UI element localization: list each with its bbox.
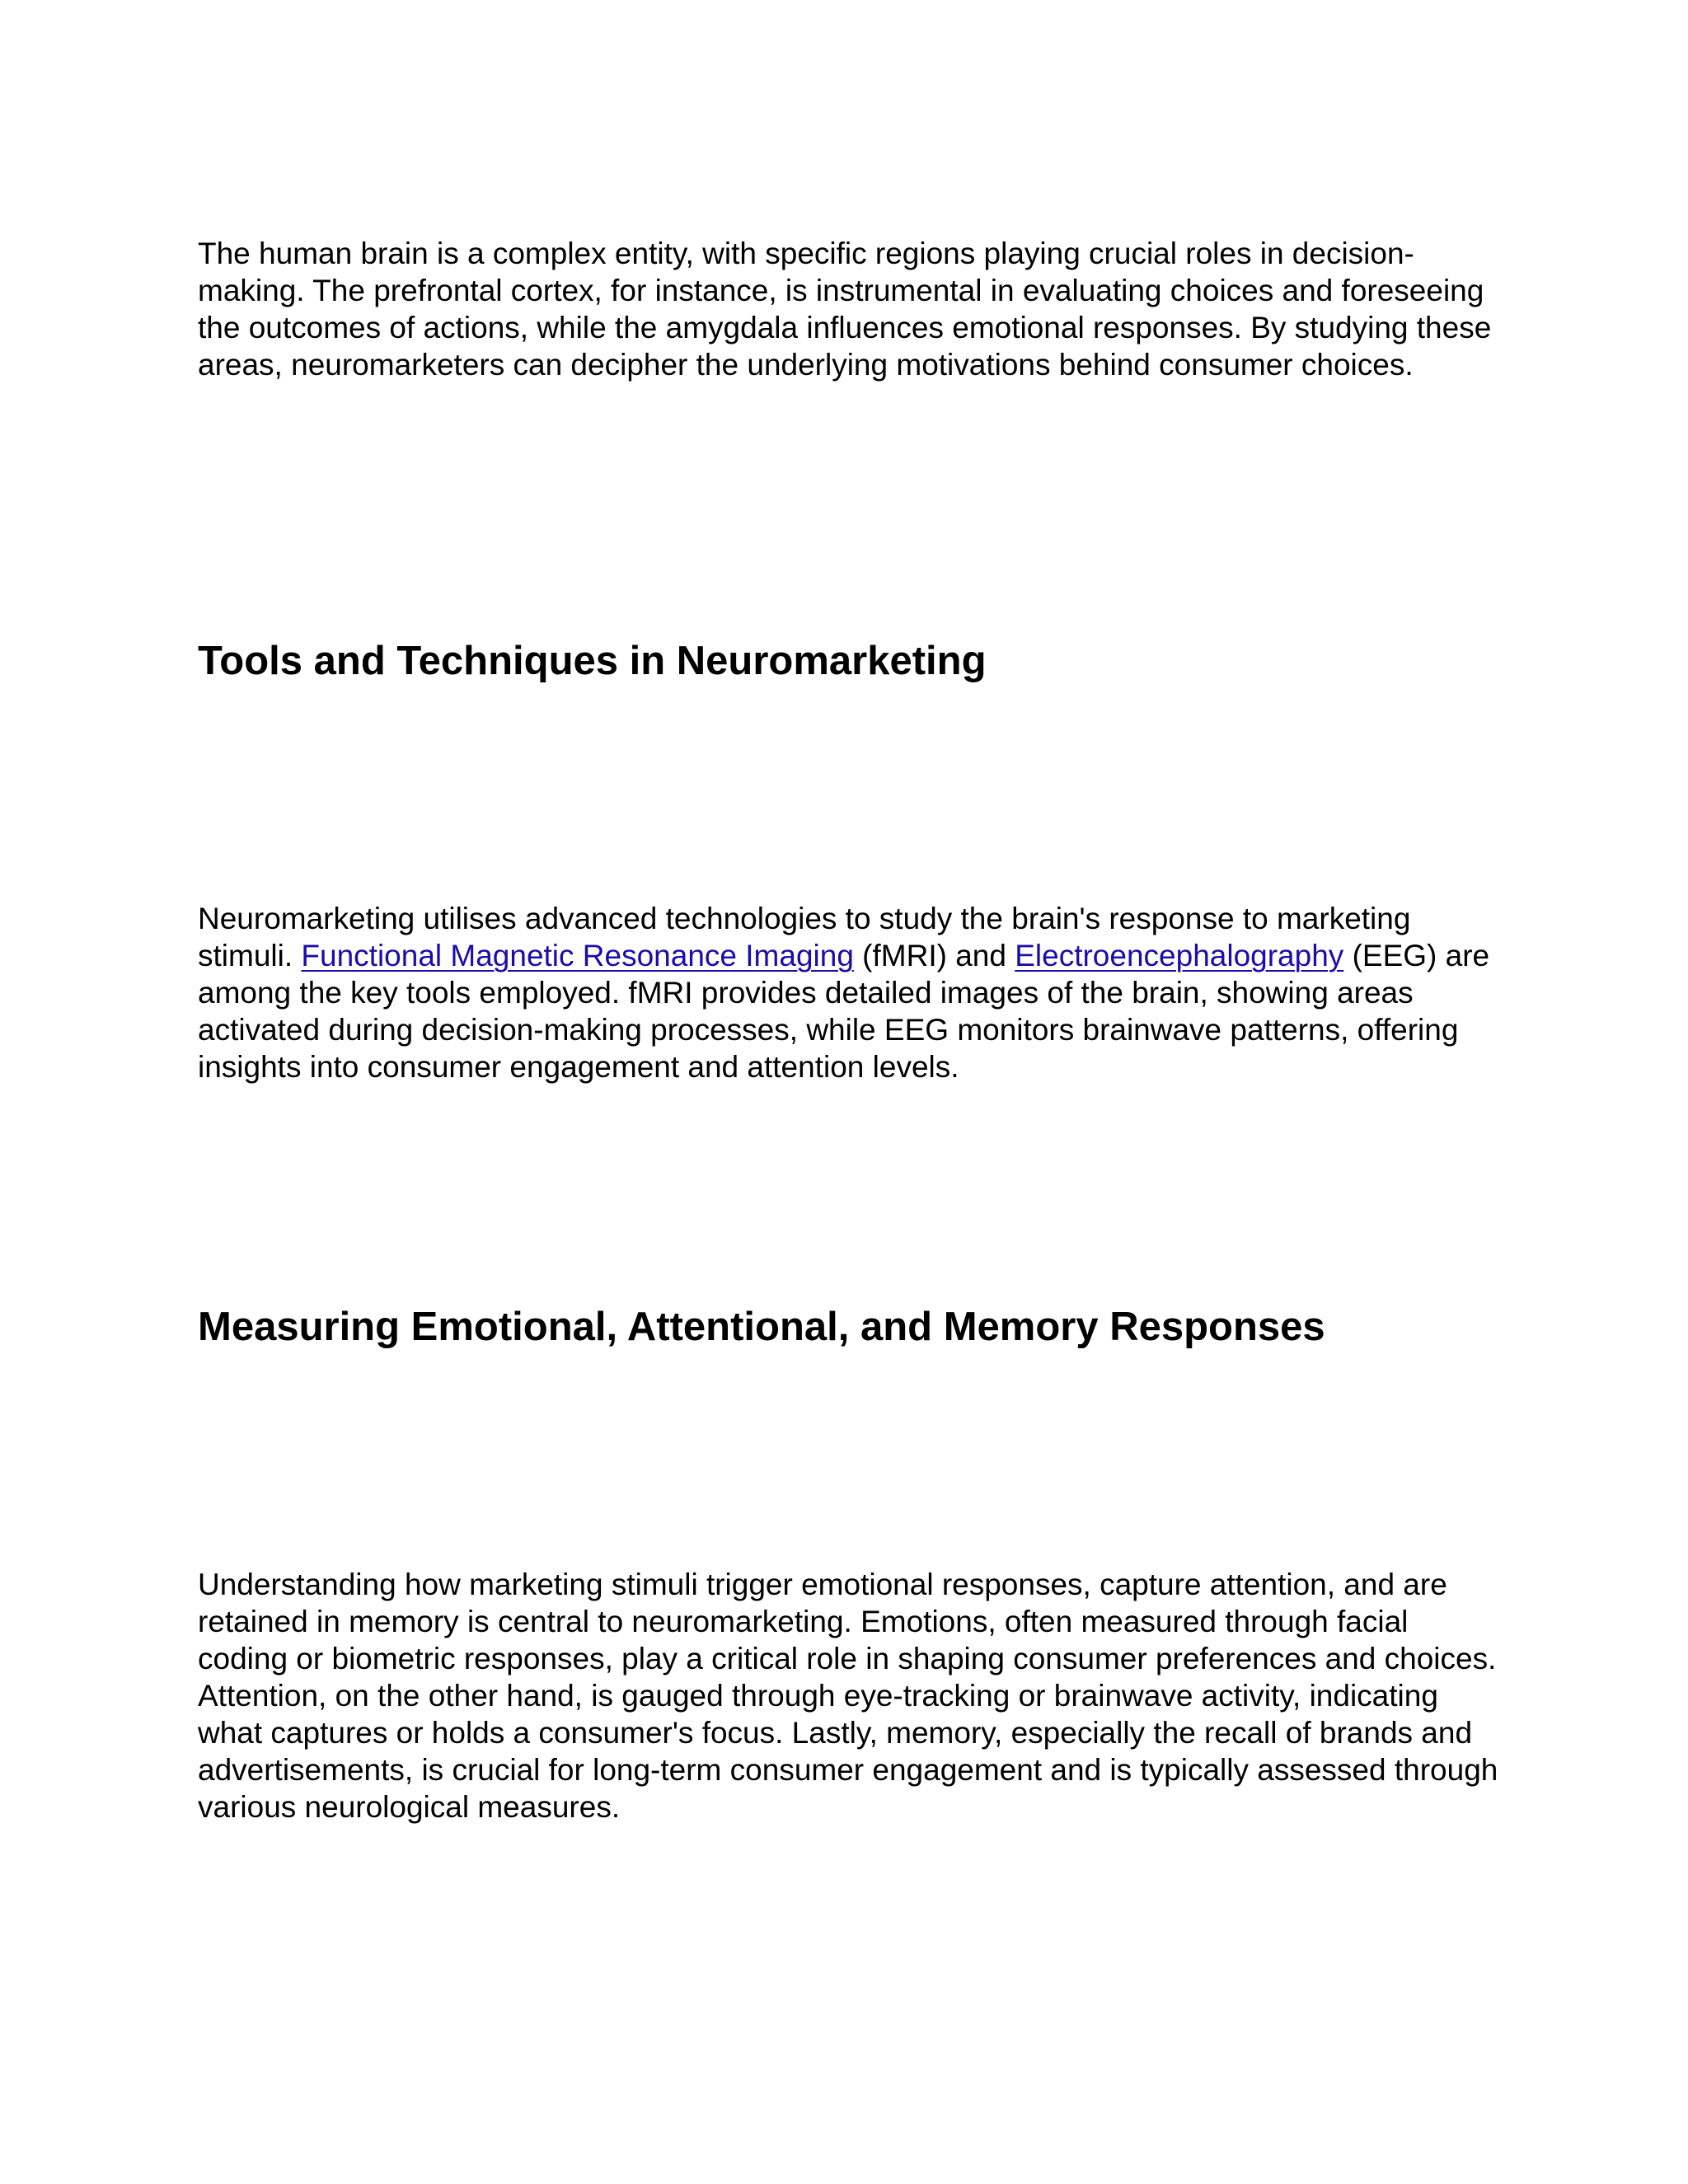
paragraph-responses: Understanding how marketing stimuli trigger emotional responses, capture attention, and are retained in memory is central to neuromarketing. Emotions, often measured through facial coding or biometric responses, play a critical role in shaping consumer preferences and choices. Attention, on the other hand, is gauged through eye-tracking or brainwave activity, indicating what captures or holds a consumer's focus. Lastly, memory, especially the recall of brands and advertisements, is crucial for long-term consumer engagement and is typically assessed through various neurological measures.: [198, 1568, 1498, 1824]
link-eeg[interactable]: Electroencephalography: [1015, 939, 1344, 972]
paragraph-tools-text-3: (EEG) are among the key tools employed. fMRI provides detailed images of the brain, showing areas activated during decision-making processes, while EEG monitors brainwave patterns, offering insights into consumer engagement and attention levels.: [198, 939, 1490, 1084]
paragraph-brain-regions: The human brain is a complex entity, with specific regions playing crucial roles in decision-making. The prefrontal cortex, for instance, is instrumental in evaluating choices and foreseeing the outcomes of actions, while the amygdala influences emotional responses. By studying these areas, neuromarketers can decipher the underlying motivations behind consumer choices.: [198, 237, 1492, 382]
heading-measuring-responses: Measuring Emotional, Attentional, and Memory Responses: [198, 1305, 1325, 1349]
paragraph-tools-text-1: Neuromarketing utilises advanced technologies to study the brain's response to marketing stimuli.: [198, 902, 1411, 972]
heading-tools-techniques: Tools and Techniques in Neuromarketing: [198, 639, 987, 683]
paragraph-tools: [198, 900, 1500, 1085]
paragraph-tools-text-2: (fMRI) and: [853, 939, 1015, 972]
link-fmri[interactable]: Functional Magnetic Resonance Imaging: [301, 939, 854, 972]
